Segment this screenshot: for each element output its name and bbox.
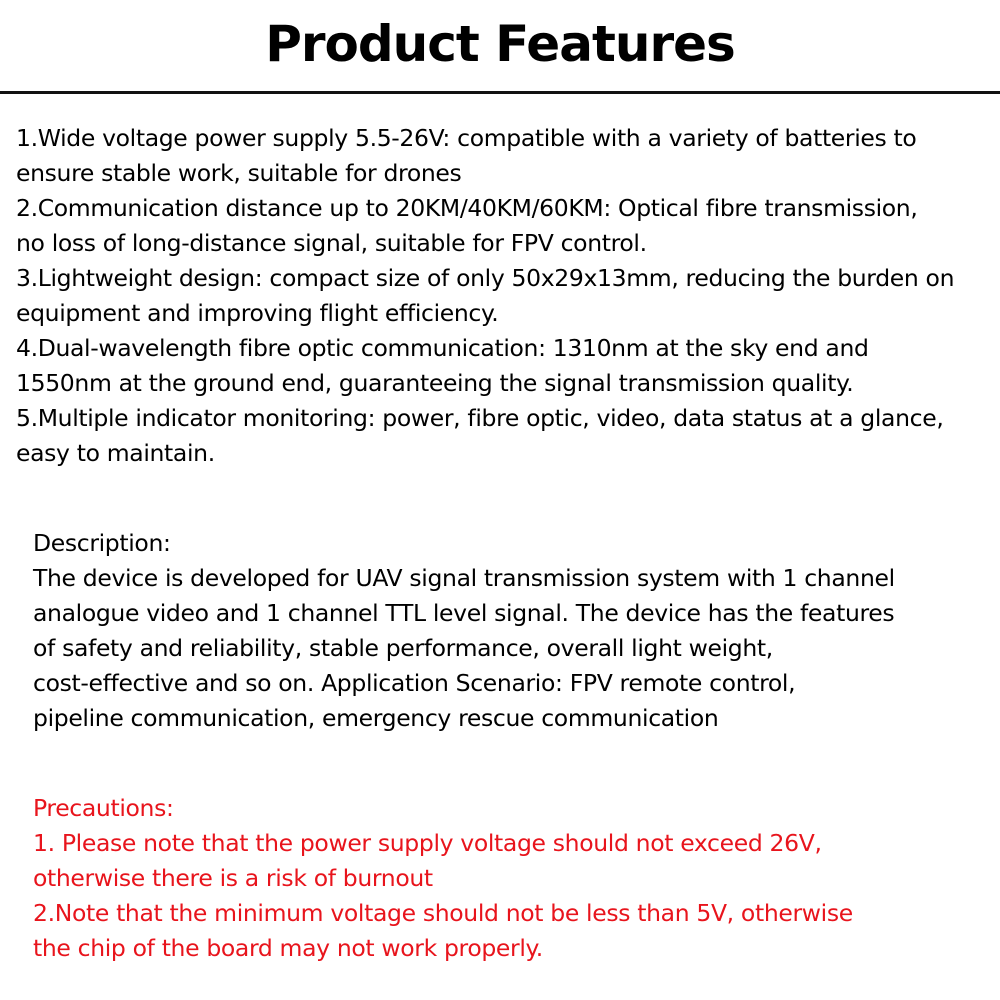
precaution-line: the chip of the board may not work properly.: [33, 934, 543, 962]
feature-line: 4.Dual-wavelength fibre optic communication: 1310nm at the sky end and: [16, 334, 869, 362]
description-line: cost-effective and so on. Application Scenario: FPV remote control,: [33, 669, 796, 697]
feature-line: no loss of long-distance signal, suitable for FPV control.: [16, 229, 647, 257]
feature-line: 1550nm at the ground end, guaranteeing the signal transmission quality.: [16, 369, 854, 397]
precaution-line: 2.Note that the minimum voltage should not be less than 5V, otherwise: [33, 899, 853, 927]
feature-line: easy to maintain.: [16, 439, 215, 467]
description-line: pipeline communication, emergency rescue communication: [33, 704, 719, 732]
feature-line: 3.Lightweight design: compact size of only 50x29x13mm, reducing the burden on: [16, 264, 955, 292]
feature-line: ensure stable work, suitable for drones: [16, 159, 462, 187]
feature-line: 2.Communication distance up to 20KM/40KM/60KM: Optical fibre transmission,: [16, 194, 918, 222]
features-list: [16, 121, 954, 471]
page-title: Product Features: [265, 15, 735, 73]
precautions-section: [33, 791, 853, 966]
description-line: The device is developed for UAV signal transmission system with 1 channel: [33, 564, 895, 592]
feature-line: 1.Wide voltage power supply 5.5-26V: compatible with a variety of batteries to: [16, 124, 917, 152]
title-divider: [0, 91, 1000, 94]
feature-line: 5.Multiple indicator monitoring: power, fibre optic, video, data status at a glance,: [16, 404, 944, 432]
feature-line: equipment and improving flight efficiency.: [16, 299, 499, 327]
precaution-line: 1. Please note that the power supply voltage should not exceed 26V,: [33, 829, 822, 857]
description-heading: Description:: [33, 529, 171, 557]
precautions-heading: Precautions:: [33, 794, 174, 822]
description-line: analogue video and 1 channel TTL level signal. The device has the features: [33, 599, 895, 627]
description-section: [33, 526, 895, 736]
description-line: of safety and reliability, stable performance, overall light weight,: [33, 634, 773, 662]
precaution-line: otherwise there is a risk of burnout: [33, 864, 433, 892]
